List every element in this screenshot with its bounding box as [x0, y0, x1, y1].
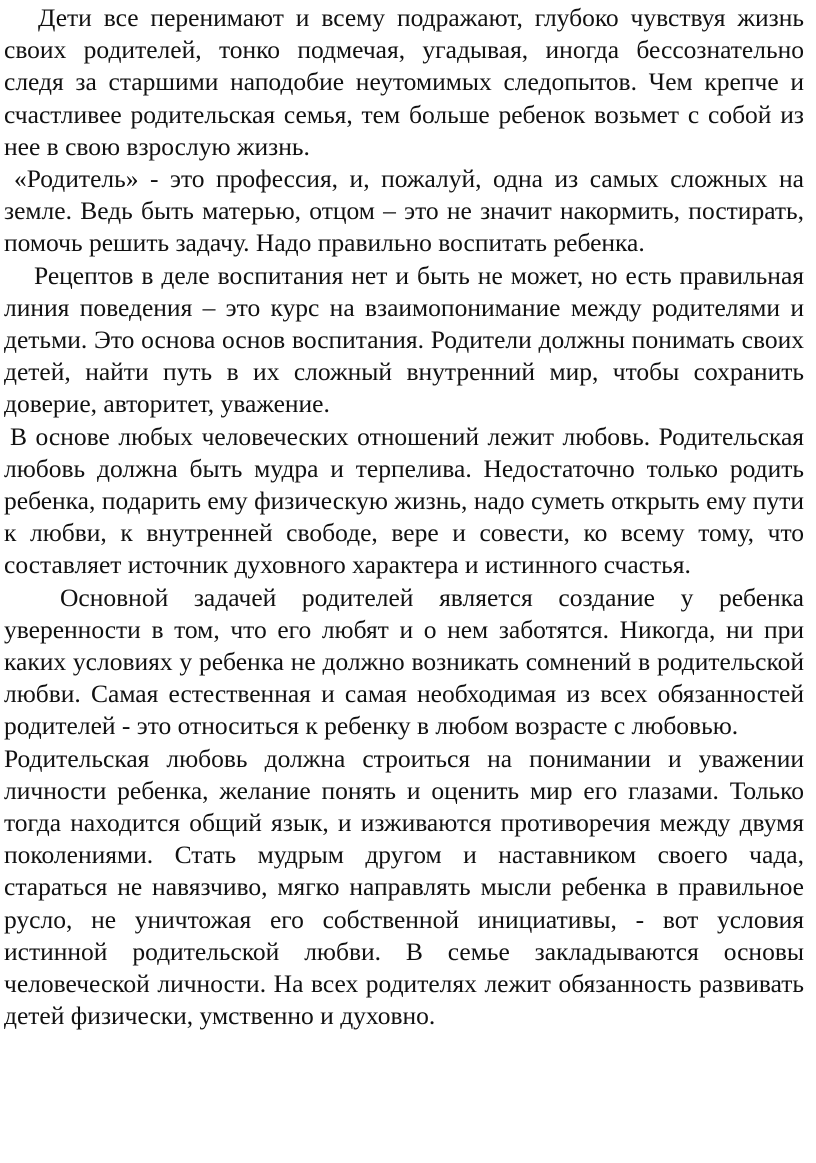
- paragraph-6: Родительская любовь должна строиться на понимании и уважении личности ребенка, желание понять и оценить мир его глазами. Только тогда находится общий язык, и изживаются противоречия между двумя поколениями. Стать мудрым другом и наставником своего чада, стараться не навязчиво, мягко направлять мысли ребенка в правильное русло, не уничтожая его собственной инициативы, - вот условия истинной родительской любви. В семье закладываются основы человеческой личности. На всех родителях лежит обязанность развивать детей физически, умственно и духовно.: [4, 743, 804, 1031]
- paragraph-4: В основе любых человеческих отношений лежит любовь. Родительская любовь должна быть мудра и терпелива. Недостаточно только родить ребенка, подарить ему физическую жизнь, надо суметь открыть ему пути к любви, к внутренней свободе, вере и совести, ко всему тому, что составляет источник духовного характера и истинного счастья.: [4, 421, 804, 580]
- paragraph-1: Дети все перенимают и всему подражают, глубоко чувствуя жизнь своих родителей, тонко подмечая, угадывая, иногда бессознательно следя за старшими наподобие неутомимых следопытов. Чем крепче и счастливее родительская семья, тем больше ребенок возьмет с собой из нее в свою взрослую жизнь.: [4, 3, 804, 161]
- paragraph-5: Основной задачей родителей является создание у ребенка уверенности в том, что его любят и о нем заботятся. Никогда, ни при каких условиях у ребенка не должно возникать сомнений в родительской любви. Самая естественная и самая необходимая из всех обязанностей родителей - это относиться к ребенку в любом возрасте с любовью.: [4, 582, 804, 741]
- paragraph-2: «Родитель» - это профессия, и, пожалуй, одна из самых сложных на земле. Ведь быть матерью, отцом – это не значит накормить, постирать, помочь решить задачу. Надо правильно воспитать ребенка.: [4, 164, 804, 258]
- paragraph-3: Рецептов в деле воспитания нет и быть не может, но есть правильная линия поведения – это курс на взаимопонимание между родителями и детьми. Это основа основ воспитания. Родители должны понимать своих детей, найти путь в их сложный внутренний мир, чтобы сохранить доверие, авторитет, уважение.: [4, 260, 804, 419]
- document-page: [0, 2, 816, 1163]
